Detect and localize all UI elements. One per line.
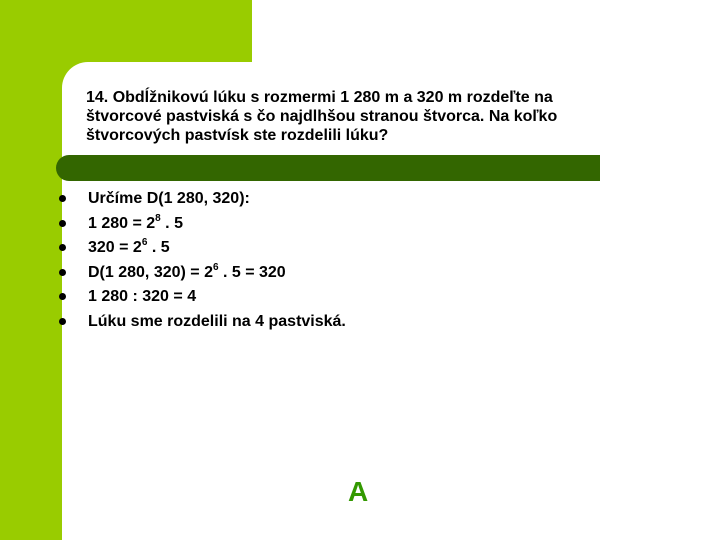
list-item [0,236,720,261]
step-base: 320 = 2 [88,239,142,256]
solution-list [0,187,720,334]
step-text: Určíme D(1 280, 320): [88,190,250,207]
problem-line-3: štvorcových pastvísk ste rozdelili lúku? [86,127,389,144]
step-text: Lúku sme rozdelili na 4 pastviská. [88,312,346,330]
bullet-icon [59,293,66,300]
step-rest: . 5 = 320 [218,263,286,281]
bullet-icon [59,195,66,202]
bullet-icon [59,244,66,251]
list-item [0,310,720,335]
problem-line-2: štvorcové pastviská s čo najdlhšou stranou štvorca. Na koľko [86,108,558,125]
step-base: 1 280 = 2 [88,214,156,232]
list-item [0,187,720,212]
list-item [0,285,720,310]
step-rest: . 5 [147,239,170,256]
title-divider-bar [56,155,600,181]
list-item [0,261,720,286]
bullet-icon [59,269,66,276]
bullet-icon [59,220,66,227]
step-rest: . 5 [160,214,183,232]
bullet-icon [59,318,66,325]
answer-letter: A [348,476,369,507]
list-item [0,212,720,237]
step-base: D(1 280, 320) = 2 [88,263,213,281]
step-exponent: 6 [212,261,219,273]
problem-statement [86,88,646,145]
step-exponent: 8 [155,212,161,224]
step-exponent: 6 [141,237,148,248]
problem-line-1: 14. Obdĺžnikovú lúku s rozmermi 1 280 m a 320 m rozdeľte na [86,89,553,106]
step-text: 1 280 : 320 = 4 [88,288,197,305]
